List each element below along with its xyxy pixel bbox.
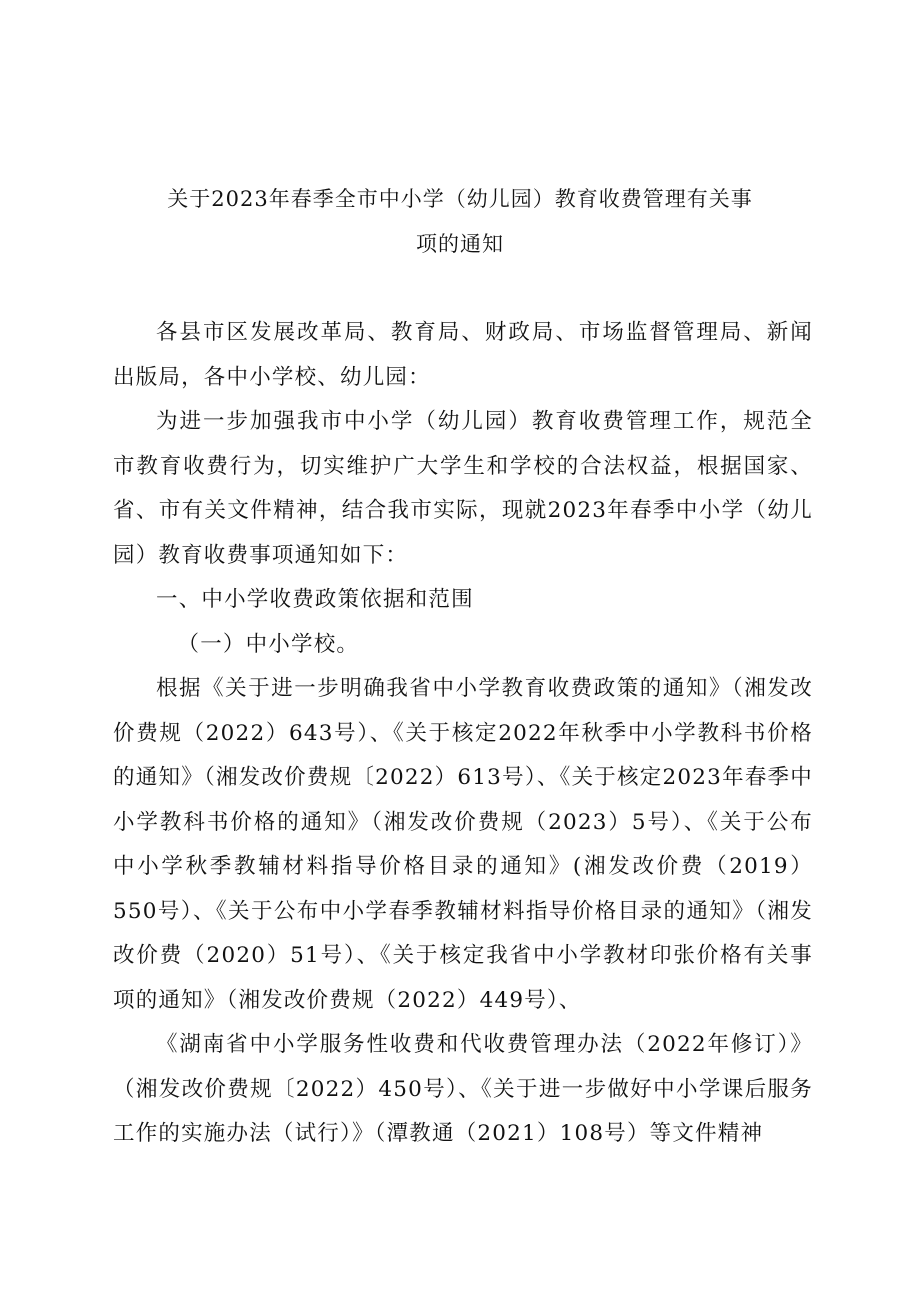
salutation: 各县市区发展改革局、教育局、财政局、市场监督管理局、新闻出版局，各中小学校、幼儿园： (113, 320, 813, 390)
document-title-line-2: 项的通知 (416, 232, 504, 256)
section-1-heading: 一、中小学收费政策依据和范围 (156, 587, 474, 612)
continuation-paragraph: 《湖南省中小学服务性收费和代收费管理办法（2022年修订）》（湘发改价费规〔2022）450号）、《关于进一步做好中小学课后服务工作的实施办法（试行）》（潭教通（2021）108号）等文件精神 (113, 1032, 813, 1146)
intro-paragraph: 为进一步加强我市中小学（幼儿园）教育收费管理工作，规范全市教育收费行为，切实维护广大学生和学校的合法权益，根据国家、省、市有关文件精神，结合我市实际，现就2023年春季中小学（幼儿园）教育收费事项通知如下： (113, 409, 813, 568)
subsection-1-heading: （一）中小学校。 (177, 631, 360, 657)
document-body (113, 311, 813, 1157)
basis-paragraph: 根据《关于进一步明确我省中小学教育收费政策的通知》（湘发改价费规（2022）643号）、《关于核定2022年秋季中小学教科书价格的通知》（湘发改价费规〔2022）613号）、《关于核定2023年春季中小学教科书价格的通知》（湘发改价费规（2023）5号）、《关于公布中小学秋季教辅材料指导价格目录的通知》(湘发改价费（2019）550号）、《关于公布中小学春季教辅材料指导价格目录的通知》（湘发改价费（2020）51号）、《关于核定我省中小学教材印张价格有关事项的通知》（湘发改价费规（2022）449号）、 (113, 676, 813, 1013)
document-title-line-1: 关于2023年春季全市中小学（幼儿园）教育收费管理有关事 (167, 187, 753, 211)
